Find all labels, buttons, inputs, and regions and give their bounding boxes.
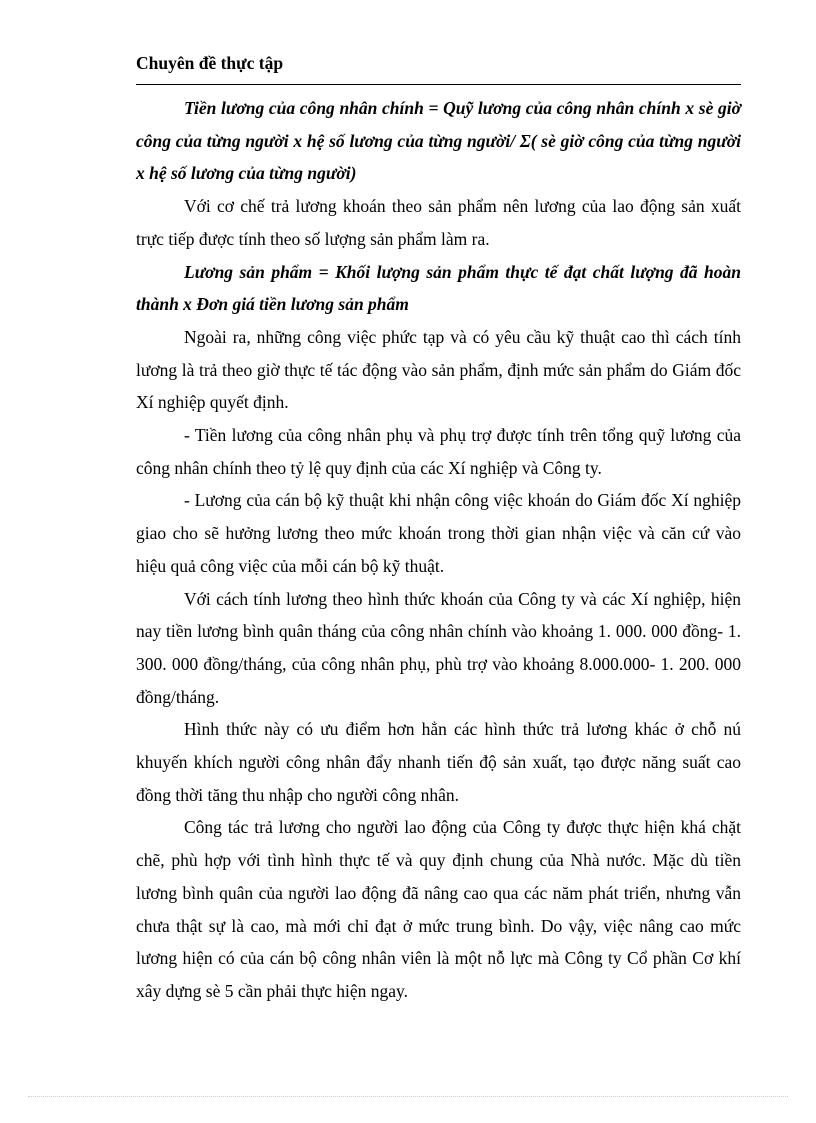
header-divider xyxy=(136,84,741,85)
document-body xyxy=(136,92,741,1008)
paragraph-complex-work: Ngoài ra, những công việc phức tạp và có yêu cầu kỹ thuật cao thì cách tính lương là trả theo giờ thực tế tác động vào sản phẩm, định mức sản phẩm do Giám đốc Xí nghiệp quyết định. xyxy=(136,326,741,413)
paragraph-technical-staff: - Lương của cán bộ kỹ thuật khi nhận công việc khoán do Giám đốc Xí nghiệp giao cho sẽ hưởng lương theo mức khoán trong thời gian nhận việc và căn cứ vào hiệu quả công việc của mỗi cán bộ kỹ thuật. xyxy=(136,490,741,576)
formula-main-worker-wage: Tiền lương của công nhân chính = Quỹ lương của công nhân chính x sè giờ công của từng người x hệ số lương của từng người/ Σ( sè giờ công của từng người x hệ số lương của từng người) xyxy=(136,98,741,184)
formula-product-wage: Lương sản phẩm = Khối lượng sản phẩm thực tế đạt chất lượng đã hoàn thành x Đơn giá tiền lương sản phẩm xyxy=(136,261,741,315)
paragraph-piece-rate-mechanism: Với cơ chế trả lương khoán theo sản phẩm nên lương của lao động sản xuất trực tiếp được tính theo số lượng sản phẩm làm ra. xyxy=(136,196,741,249)
page-bottom-border xyxy=(28,1096,788,1097)
paragraph-average-wage: Với cách tính lương theo hình thức khoán của Công ty và các Xí nghiệp, hiện nay tiền lương bình quân tháng của công nhân chính vào khoảng 1. 000. 000 đồng- 1. 300. 000 đồng/tháng, của công nhân phụ, phù trợ vào khoảng 8.000.000- 1. 200. 000 đồng/tháng. xyxy=(136,588,741,707)
paragraph-advantages: Hình thức này có ưu điểm hơn hẳn các hình thức trả lương khác ở chỗ nú khuyến khích người công nhân đẩy nhanh tiến độ sản xuất, tạo được năng suất cao đồng thời tăng thu nhập cho người công nhân. xyxy=(136,719,741,805)
page-header-title: Chuyên đề thực tập xyxy=(136,53,284,73)
paragraph-auxiliary-workers: - Tiền lương của công nhân phụ và phụ trợ được tính trên tổng quỹ lương của công nhân chính theo tỷ lệ quy định của các Xí nghiệp và Công ty. xyxy=(136,425,741,478)
paragraph-wage-assessment: Công tác trả lương cho người lao động của Công ty được thực hiện khá chặt chẽ, phù hợp với tình hình thực tế và quy định chung của Nhà nước. Mặc dù tiền lương bình quân của người lao động đã nâng cao qua các năm phát triển, nhưng vẫn chưa thật sự là cao, mà mới chỉ đạt ở mức trung bình. Do vậy, việc nâng cao mức lương hiện có của cán bộ công nhân viên là một nỗ lực mà Công ty Cổ phần Cơ khí xây dựng sè 5 cần phải thực hiện ngay. xyxy=(136,817,741,1001)
